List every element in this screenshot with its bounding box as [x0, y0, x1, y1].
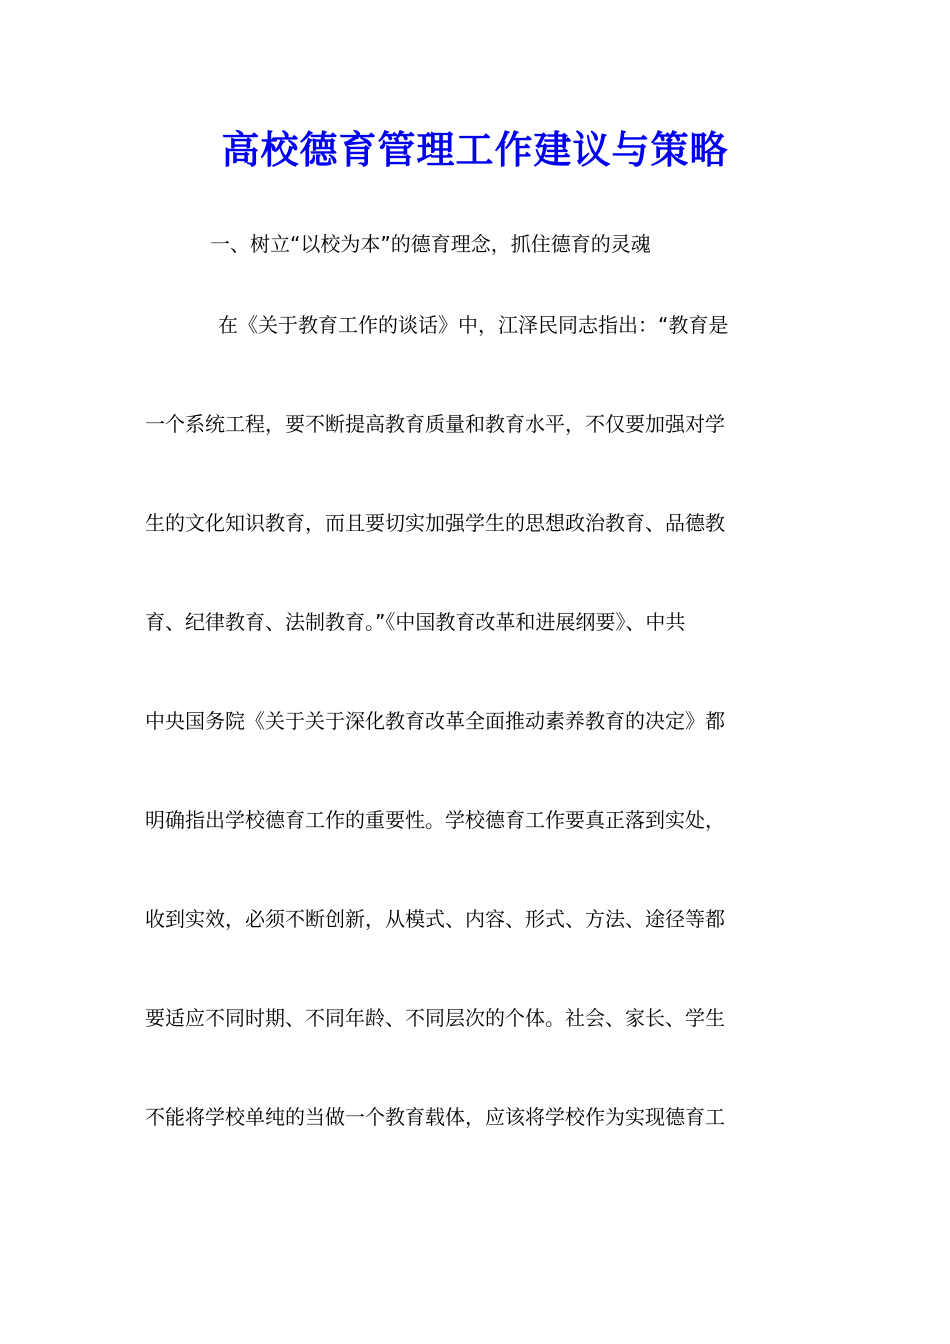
- paragraph-line-7: 收到实效，必须不断创新，从模式、内容、形式、方法、途径等都: [145, 907, 725, 931]
- paragraph-line-1: 在《关于教育工作的谈话》中，江泽民同志指出：“教育是: [218, 313, 729, 337]
- paragraph-line-4: 育、纪律教育、法制教育。”《中国教育改革和进展纲要》、中共: [145, 610, 686, 634]
- paragraph-line-2: 一个系统工程，要不断提高教育质量和教育水平，不仅要加强对学: [145, 412, 725, 436]
- paragraph-line-6: 明确指出学校德育工作的重要性。学校德育工作要真正落到实处，: [145, 808, 725, 832]
- paragraph-line-3: 生的文化知识教育，而且要切实加强学生的思想政治教育、品德教: [145, 511, 725, 535]
- paragraph-line-5: 中央国务院《关于关于深化教育改革全面推动素养教育的决定》都: [145, 709, 725, 733]
- document-title: 高校德育管理工作建议与策略: [221, 127, 729, 172]
- paragraph-line-8: 要适应不同时期、不同年龄、不同层次的个体。社会、家长、学生: [145, 1006, 725, 1030]
- section-heading: 一、树立“以校为本”的德育理念，抓住德育的灵魂: [210, 232, 651, 256]
- paragraph-line-9: 不能将学校单纯的当做一个教育载体，应该将学校作为实现德育工: [145, 1105, 725, 1129]
